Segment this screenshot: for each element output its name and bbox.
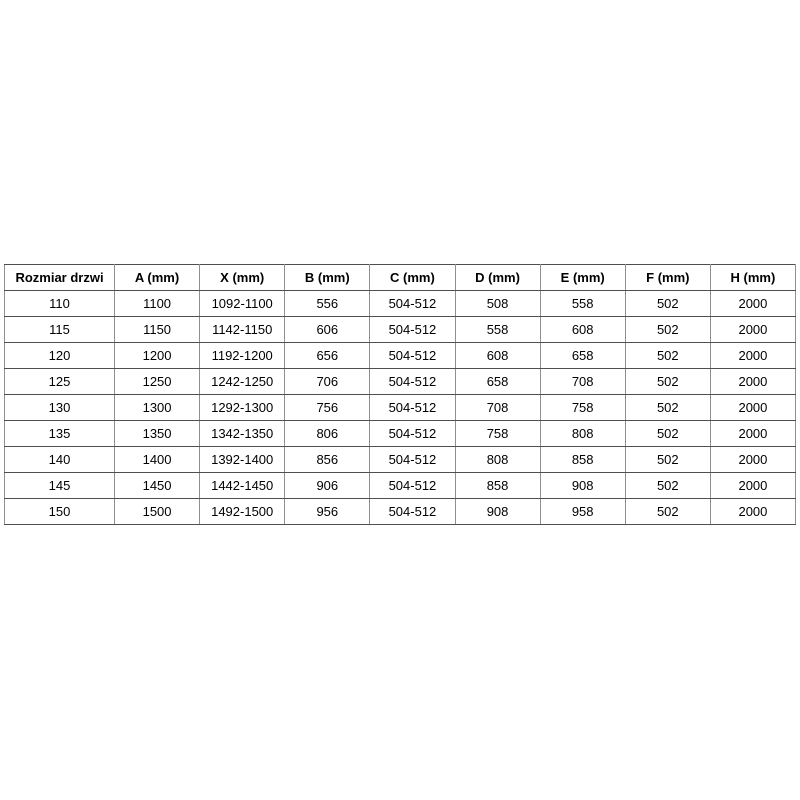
table-cell: 2000 bbox=[710, 317, 795, 343]
table-cell: 758 bbox=[455, 421, 540, 447]
header-cell: A (mm) bbox=[115, 265, 200, 291]
header-cell: X (mm) bbox=[200, 265, 285, 291]
table-cell: 504-512 bbox=[370, 499, 455, 525]
table-row bbox=[5, 421, 796, 447]
table-cell: 1250 bbox=[115, 369, 200, 395]
table-cell: 1292-1300 bbox=[200, 395, 285, 421]
table-cell: 858 bbox=[540, 447, 625, 473]
table-cell: 502 bbox=[625, 499, 710, 525]
table-cell: 504-512 bbox=[370, 473, 455, 499]
door-dimensions-table bbox=[4, 264, 796, 525]
table-cell: 1392-1400 bbox=[200, 447, 285, 473]
table-cell: 1442-1450 bbox=[200, 473, 285, 499]
table-cell: 502 bbox=[625, 421, 710, 447]
table-cell: 558 bbox=[540, 291, 625, 317]
table-cell: 2000 bbox=[710, 499, 795, 525]
table-cell: 1450 bbox=[115, 473, 200, 499]
table-cell: 806 bbox=[285, 421, 370, 447]
table-row bbox=[5, 317, 796, 343]
table-row bbox=[5, 499, 796, 525]
table-cell: 858 bbox=[455, 473, 540, 499]
table-cell: 708 bbox=[540, 369, 625, 395]
table-cell: 504-512 bbox=[370, 421, 455, 447]
table-cell: 502 bbox=[625, 447, 710, 473]
header-cell: B (mm) bbox=[285, 265, 370, 291]
table-row bbox=[5, 395, 796, 421]
table-cell: 1350 bbox=[115, 421, 200, 447]
header-cell: H (mm) bbox=[710, 265, 795, 291]
table-cell: 1500 bbox=[115, 499, 200, 525]
table-cell: 140 bbox=[5, 447, 115, 473]
table-cell: 608 bbox=[455, 343, 540, 369]
table-cell: 145 bbox=[5, 473, 115, 499]
table-cell: 1192-1200 bbox=[200, 343, 285, 369]
table-cell: 1242-1250 bbox=[200, 369, 285, 395]
table-cell: 115 bbox=[5, 317, 115, 343]
table-cell: 2000 bbox=[710, 369, 795, 395]
table-cell: 658 bbox=[540, 343, 625, 369]
table-cell: 125 bbox=[5, 369, 115, 395]
table-cell: 606 bbox=[285, 317, 370, 343]
table-cell: 502 bbox=[625, 369, 710, 395]
table-cell: 656 bbox=[285, 343, 370, 369]
table-cell: 135 bbox=[5, 421, 115, 447]
header-cell: D (mm) bbox=[455, 265, 540, 291]
header-cell: E (mm) bbox=[540, 265, 625, 291]
table-cell: 908 bbox=[455, 499, 540, 525]
table-row bbox=[5, 447, 796, 473]
table-cell: 130 bbox=[5, 395, 115, 421]
table-cell: 808 bbox=[540, 421, 625, 447]
table-row bbox=[5, 369, 796, 395]
table-row bbox=[5, 473, 796, 499]
table-cell: 2000 bbox=[710, 291, 795, 317]
table-cell: 150 bbox=[5, 499, 115, 525]
table-cell: 956 bbox=[285, 499, 370, 525]
table-cell: 708 bbox=[455, 395, 540, 421]
table-cell: 1200 bbox=[115, 343, 200, 369]
table-cell: 2000 bbox=[710, 421, 795, 447]
table-cell: 608 bbox=[540, 317, 625, 343]
table-cell: 1492-1500 bbox=[200, 499, 285, 525]
table-cell: 758 bbox=[540, 395, 625, 421]
table-cell: 502 bbox=[625, 291, 710, 317]
table-cell: 2000 bbox=[710, 473, 795, 499]
table-cell: 504-512 bbox=[370, 317, 455, 343]
table-cell: 1300 bbox=[115, 395, 200, 421]
table-cell: 502 bbox=[625, 473, 710, 499]
table-cell: 706 bbox=[285, 369, 370, 395]
table-cell: 2000 bbox=[710, 395, 795, 421]
table-row bbox=[5, 343, 796, 369]
table-cell: 110 bbox=[5, 291, 115, 317]
table-cell: 502 bbox=[625, 317, 710, 343]
table-cell: 958 bbox=[540, 499, 625, 525]
header-row bbox=[5, 265, 796, 291]
table-cell: 1142-1150 bbox=[200, 317, 285, 343]
table-cell: 1400 bbox=[115, 447, 200, 473]
table-cell: 504-512 bbox=[370, 395, 455, 421]
table-cell: 556 bbox=[285, 291, 370, 317]
header-cell: F (mm) bbox=[625, 265, 710, 291]
table-cell: 1100 bbox=[115, 291, 200, 317]
table-cell: 808 bbox=[455, 447, 540, 473]
table-cell: 502 bbox=[625, 343, 710, 369]
table-cell: 756 bbox=[285, 395, 370, 421]
header-cell: Rozmiar drzwi bbox=[5, 265, 115, 291]
header-cell: C (mm) bbox=[370, 265, 455, 291]
table-cell: 2000 bbox=[710, 447, 795, 473]
table-cell: 504-512 bbox=[370, 343, 455, 369]
table-cell: 1150 bbox=[115, 317, 200, 343]
table-cell: 508 bbox=[455, 291, 540, 317]
table-cell: 908 bbox=[540, 473, 625, 499]
table-cell: 120 bbox=[5, 343, 115, 369]
table-cell: 906 bbox=[285, 473, 370, 499]
table-row bbox=[5, 291, 796, 317]
table-cell: 502 bbox=[625, 395, 710, 421]
table-cell: 1092-1100 bbox=[200, 291, 285, 317]
table-cell: 504-512 bbox=[370, 369, 455, 395]
table-cell: 658 bbox=[455, 369, 540, 395]
table-cell: 856 bbox=[285, 447, 370, 473]
table-cell: 2000 bbox=[710, 343, 795, 369]
table-cell: 504-512 bbox=[370, 291, 455, 317]
table-cell: 558 bbox=[455, 317, 540, 343]
table-cell: 504-512 bbox=[370, 447, 455, 473]
table-cell: 1342-1350 bbox=[200, 421, 285, 447]
